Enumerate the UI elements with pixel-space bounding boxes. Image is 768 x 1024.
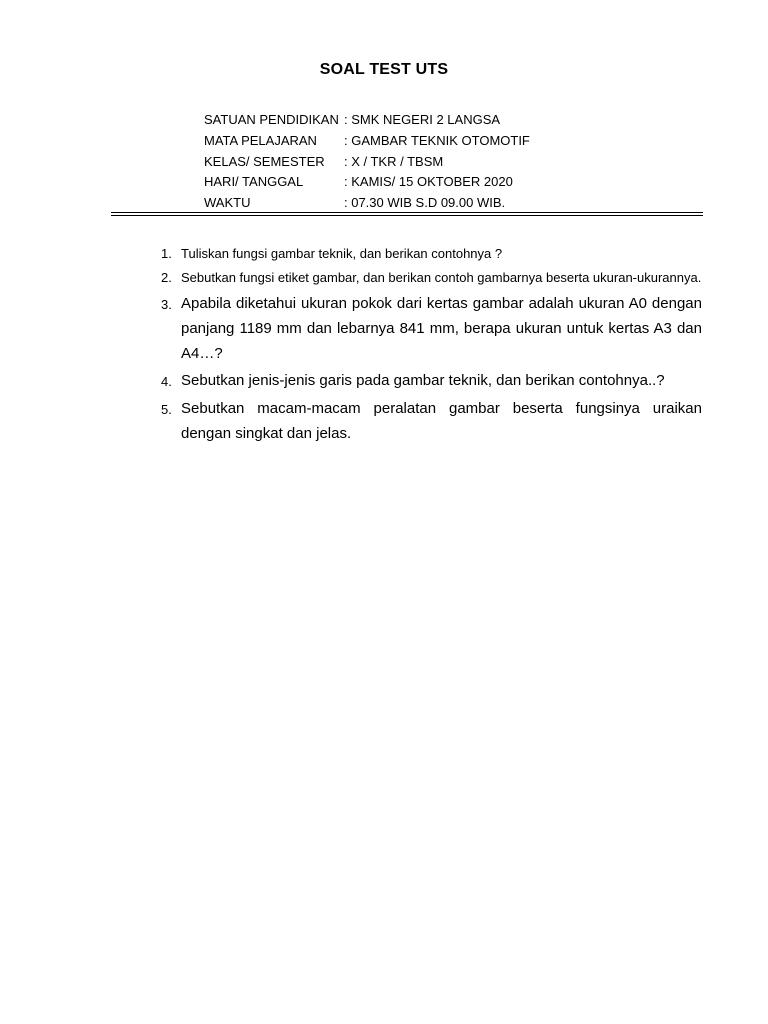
question-text: Sebutkan fungsi etiket gambar, dan berikan contoh gambarnya beserta ukuran-ukurannya. — [181, 270, 702, 285]
info-value: : 07.30 WIB S.D 09.00 WIB. — [344, 195, 506, 211]
info-row-class — [204, 152, 530, 173]
info-value: : GAMBAR TEKNIK OTOMOTIF — [344, 132, 530, 148]
question-item — [150, 267, 702, 289]
info-value: : KAMIS/ 15 OKTOBER 2020 — [344, 174, 513, 190]
question-number: 5. — [161, 402, 172, 417]
info-label: KELAS/ SEMESTER — [204, 153, 325, 169]
question-item — [150, 243, 702, 265]
header-divider-top — [111, 212, 703, 213]
info-value: : SMK NEGERI 2 LANGSA — [344, 112, 501, 127]
question-number: 4. — [161, 374, 172, 389]
info-row-date — [204, 172, 530, 193]
question-text: Sebutkan jenis-jenis garis pada gambar teknik, dan berikan contohnya..? — [181, 372, 665, 389]
info-label: MATA PELAJARAN — [204, 132, 317, 148]
question-list — [150, 243, 702, 446]
info-row-subject — [204, 131, 530, 152]
question-text: Sebutkan macam-macam peralatan gambar beserta fungsinya uraikan dengan singkat dan jelas. — [181, 400, 702, 442]
question-item — [150, 368, 702, 394]
info-label: SATUAN PENDIDIKAN — [204, 112, 339, 127]
question-number: 3. — [161, 297, 172, 312]
question-item — [150, 396, 702, 446]
info-row-school — [204, 110, 530, 131]
info-row-time — [204, 193, 530, 214]
page-title: SOAL TEST UTS — [319, 61, 449, 78]
question-number: 2. — [161, 270, 172, 285]
question-number: 1. — [161, 246, 172, 261]
header-divider-bottom — [111, 215, 703, 216]
question-text: Apabila diketahui ukuran pokok dari kertas gambar adalah ukuran A0 dengan panjang 1189 mm dan lebarnya 841 mm, berapa ukuran untuk kertas A3 dan A4…? — [181, 295, 702, 362]
question-item — [150, 291, 702, 366]
info-value: : X / TKR / TBSM — [344, 153, 444, 169]
exam-info-block — [204, 110, 530, 214]
question-text: Tuliskan fungsi gambar teknik, dan berikan contohnya ? — [181, 246, 503, 261]
info-label: HARI/ TANGGAL — [204, 174, 304, 190]
info-label: WAKTU — [204, 195, 251, 211]
